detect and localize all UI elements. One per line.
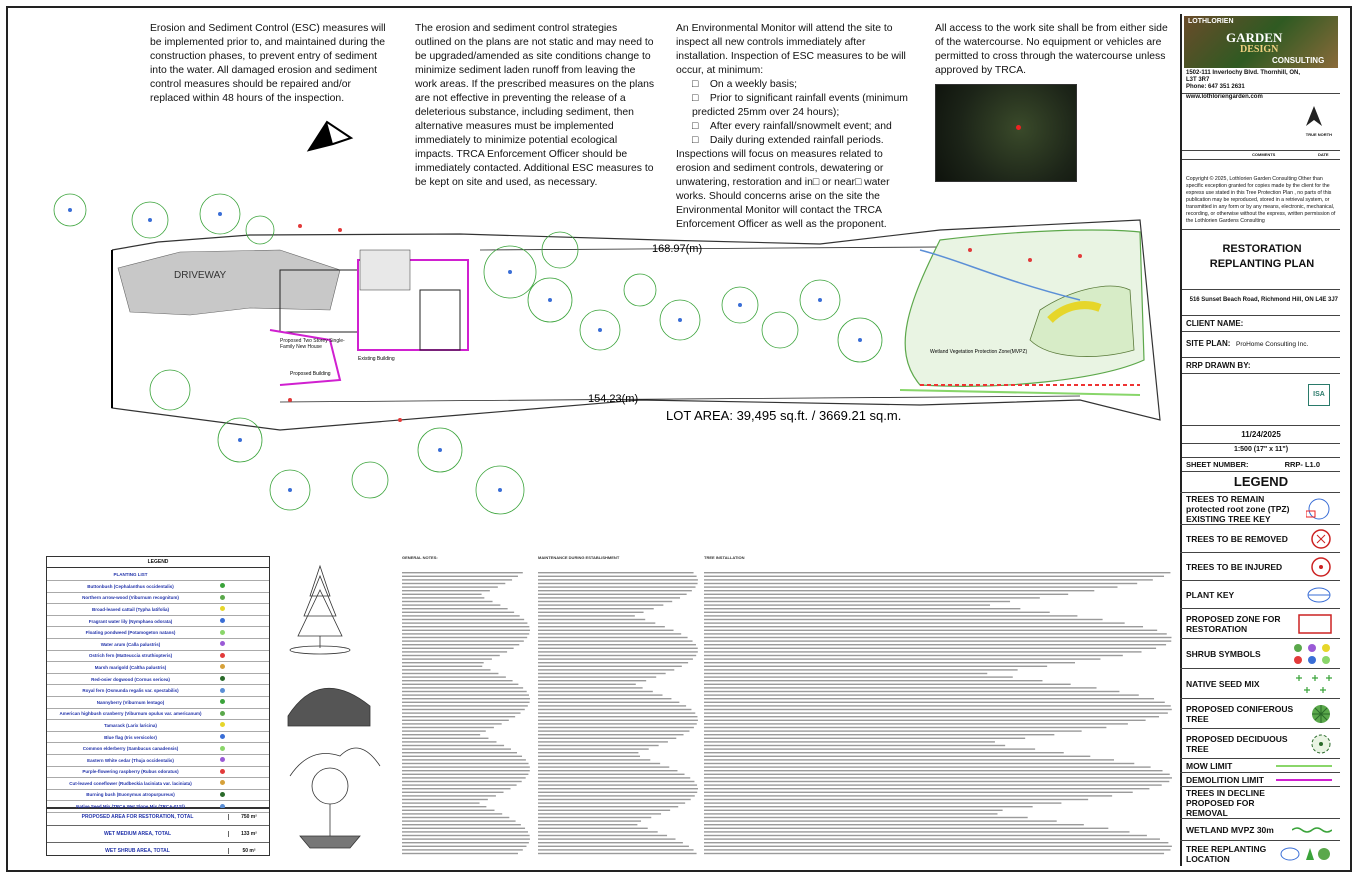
planting-row: Blue flag (Iris versicolor): [47, 732, 269, 744]
legend-trees-remain-label: TREES TO REMAIN protected root zone (TPZ) EXISTING TREE KEY: [1186, 493, 1290, 524]
address-row: [1182, 290, 1340, 316]
sheet-label: SHEET NUMBER:: [1186, 460, 1249, 469]
planting-row: Cut-leaved coneflower (Rudbeckia laciniata var. laciniata): [47, 778, 269, 790]
planting-row: Marsh marigold (Caltha palustris): [47, 662, 269, 674]
spec-text-lines: [402, 564, 1174, 858]
planting-row: Purple-flowering raspberry (Rubus odoratus): [47, 767, 269, 779]
esc-note-2-text: The erosion and sediment control strategies outlined on the plans are not static and may need to be upgraded/amended as site conditions change to minimize sediment laden runoff from leaving the work areas. If the prescribed measures on the plans are not effective in preventing the release of a deleterious substance, including sediment, then alternative measures must be implemented immediately to minimize potential ecological impacts. TRCA Enforcement Officer should be immediately contacted. Additional ESC measures to be kept on site and used, as necessary.: [415, 23, 655, 188]
monitor-outro: Inspections will focus on measures related to erosion and sediment controls, dewatering or unwatering, restoration and in□ or near□ water works. Should concerns arise on the site the Environmental Monitor will contact the TRCA Enforcement Officer as well as the proponent.: [676, 149, 890, 230]
monitor-intro: An Environmental Monitor will attend the site to inspect all new controls immediately after installation. Inspection of ESC measures to be will occur, at minimum:: [676, 23, 906, 76]
date-row: [1182, 426, 1340, 444]
legend-deciduous-label: PROPOSED DECIDUOUS TREE: [1186, 733, 1288, 754]
demolition-limit-icon: [1276, 777, 1332, 783]
shrub-icon: [1292, 642, 1332, 666]
legend-wetland: [1180, 818, 1340, 840]
lot-area-label: LOT AREA: 39,495 sq.ft. / 3669.21 sq.m.: [666, 408, 902, 423]
legend-restoration-zone: [1180, 608, 1340, 638]
plant-key-icon: [1306, 585, 1332, 605]
sheet-row: [1182, 458, 1340, 472]
area-table: [46, 808, 270, 856]
planting-row: Northern arrow-wood (Viburnum recognitum): [47, 593, 269, 605]
wetland-line-icon: [1292, 826, 1332, 834]
seed-mix-icon: [1292, 672, 1332, 696]
comments-block: [1182, 102, 1340, 160]
company-website[interactable]: www.lothloriengarden.com: [1186, 94, 1263, 100]
legend-title: LEGEND: [1233, 474, 1289, 489]
site-plan-label: SITE PLAN:: [1186, 339, 1231, 348]
company-phone: Phone: 647 351 2631: [1186, 84, 1245, 90]
planting-details: [280, 556, 398, 856]
drawn-by-row: [1182, 358, 1340, 374]
planting-row: Water arum (Calla palustris): [47, 639, 269, 651]
coniferous-tree-icon: [1310, 703, 1332, 725]
mow-limit-icon: [1276, 763, 1332, 769]
legend-seed-mix-label: NATIVE SEED MIX: [1186, 678, 1260, 689]
true-north-label: TRUE NORTH: [1305, 132, 1332, 137]
esc-note-1-text: Erosion and Sediment Control (ESC) measures will be implemented prior to, and maintained during the construction phases, to prevent entry of sediment into the water. All damaged erosion and sediment control measures should be repaired and/or replaced within 48 hours of the inspection.: [150, 23, 386, 104]
scale-row: [1182, 444, 1340, 458]
replanting-icon: [1280, 846, 1332, 862]
area-row-total: PROPOSED AREA FOR RESTORATION, TOTAL 750 m²: [47, 809, 269, 826]
planting-list-table: [46, 556, 270, 808]
esc-note-1: [150, 22, 390, 106]
proposed-house-label: Proposed Two Storey Single-Family New House: [280, 338, 345, 350]
driveway-label: DRIVEWAY: [174, 270, 227, 281]
area-row-medium: WET MEDIUM AREA, TOTAL 133 m²: [47, 826, 269, 843]
dim-top-label: 168.97(m): [652, 243, 703, 255]
planting-legend-title: LEGEND: [47, 557, 269, 568]
driveway-area: [118, 250, 340, 315]
legend-shrubs: [1180, 638, 1340, 668]
monitor-item-1: □ On a weekly basis;: [692, 79, 798, 90]
company-logo: [1184, 16, 1338, 68]
planting-row: Red-osier dogwood (Cornus sericea): [47, 674, 269, 686]
legend-restoration-zone-label: PROPOSED ZONE FOR RESTORATION: [1186, 613, 1281, 634]
key-map-marker: [1016, 125, 1021, 130]
proposed-building-label: Proposed Building: [290, 371, 331, 377]
north-arrow-icon: [305, 118, 355, 158]
company-name-1: LOTHLORIEN: [1188, 18, 1234, 25]
legend-wetland-label: WETLAND MVPZ 30m: [1186, 824, 1274, 835]
planting-row: Eastern White cedar (Thuja occidentalis): [47, 755, 269, 767]
company-address: 1502-111 Inverlochy Blvd. Thornhill, ON, L3T 3R7: [1186, 70, 1301, 83]
planting-list-header: PLANTING LIST: [47, 568, 269, 581]
area-row-shrub: WET SHRUB AREA, TOTAL 50 m²: [47, 843, 269, 859]
true-north-icon: [1302, 106, 1326, 128]
planting-row: Burning bush (Euonymus atropurpureus): [47, 790, 269, 802]
legend-plant-key-label: PLANT KEY: [1186, 589, 1235, 600]
plan-date: 11/24/2025: [1241, 430, 1281, 439]
company-name-3: DESIGN: [1240, 44, 1279, 55]
legend-trees-remain: [1180, 492, 1340, 524]
planting-rows: [47, 581, 269, 813]
sheet-value: RRP- L1.0: [1284, 460, 1320, 469]
esc-note-2: [415, 22, 655, 190]
legend-coniferous-label: PROPOSED CONIFEROUS TREE: [1186, 703, 1294, 724]
planting-row: Ostrich fern (Matteuccia struthiopteris): [47, 651, 269, 663]
legend-replanting-label: TREE REPLANTING LOCATION: [1186, 843, 1267, 864]
general-notes-title: GENERAL NOTES:: [402, 556, 438, 560]
legend-trees-removed: [1180, 524, 1340, 552]
legend-trees-injured: [1180, 552, 1340, 580]
planting-row: American highbush cranberry (Viburnum opulus var. americanum): [47, 709, 269, 721]
tree-removed-icon: [1310, 528, 1332, 550]
legend-trees-removed-label: TREES TO BE REMOVED: [1186, 533, 1288, 544]
existing-building-label: Existing Building: [358, 356, 395, 362]
legend-demolition: [1180, 772, 1340, 786]
access-note-text: All access to the work site shall be from either side of the watercourse. No equipment or vehicles are permitted to cross through the watercourse unless approved by TRCA.: [935, 23, 1168, 76]
isa-logo: ISA: [1308, 384, 1330, 406]
planting-row: Fragrant water lily (Nymphaea odorata): [47, 616, 269, 628]
legend-seed-mix: [1180, 668, 1340, 698]
legend-decline-label: TREES IN DECLINE PROPOSED FOR REMOVAL: [1186, 787, 1265, 818]
certification-row: [1182, 374, 1340, 426]
site-plan-drawing: [40, 190, 1180, 550]
tree-remain-icon: [1306, 497, 1332, 521]
legend-deciduous: [1180, 728, 1340, 758]
company-name-4: CONSULTING: [1272, 56, 1325, 65]
client-label: CLIENT NAME:: [1186, 319, 1244, 328]
planting-row: Nannyberry (Viburnum lentago): [47, 697, 269, 709]
planting-row: Common elderberry (Sambucus canadensis): [47, 743, 269, 755]
monitor-item-3: □ After every rainfall/snowmelt event; and: [692, 121, 892, 132]
site-address: 516 Sunset Beach Road, Richmond Hill, ON L4E 3J7: [1189, 297, 1338, 303]
legend-replanting: [1180, 840, 1340, 866]
access-note: [935, 22, 1175, 78]
restoration-zone-icon: [1298, 614, 1332, 634]
planting-row: Tamarack (Larix laricina): [47, 720, 269, 732]
comments-header: COMMENTS: [1252, 152, 1276, 157]
restoration-zone-label: Wetland Vegetation Protection Zone(MVPZ): [930, 349, 1028, 355]
deciduous-tree-icon: [1310, 733, 1332, 755]
site-plan-row: [1182, 332, 1340, 358]
monitor-item-2: □ Prior to significant rainfall events (minimum predicted 25mm over 24 hours);: [692, 93, 908, 118]
title-row: [1182, 230, 1340, 290]
plan-scale: 1:500 (17" x 11"): [1233, 446, 1289, 453]
legend-coniferous: [1180, 698, 1340, 728]
company-name-2: GARDEN: [1226, 30, 1283, 45]
dim-bottom-label: 154.23(m): [588, 393, 639, 405]
copyright-block: [1182, 160, 1340, 230]
copyright-text: Copyright © 2025, Lothlorien Garden Consulting Other than specific exception granted for copies made by the client for the express use stated in this Tree Protection Plan , no parts of this publication may be reproduced, stored in a retrieval system, or transmitted in any form or by any means, electronic, mechanical, recording, or otherwise without the express, written permission of the Lothlorien Gardens Consulting: [1186, 176, 1336, 224]
legend-mow-limit: [1180, 758, 1340, 772]
planting-row: Buttonbush (Cephalanthus occidentalis): [47, 581, 269, 593]
legend-demolition-label: DEMOLITION LIMIT: [1186, 774, 1264, 785]
legend-plant-key: [1180, 580, 1340, 608]
tree-injured-icon: [1310, 556, 1332, 578]
legend-trees-injured-label: TREES TO BE INJURED: [1186, 561, 1283, 572]
planting-row: Floating pondweed (Potamogeton natans): [47, 627, 269, 639]
legend-decline: [1180, 786, 1340, 818]
maintenance-title: MAINTENANCE DURING ESTABLISHMENT: [538, 556, 620, 560]
date-header: DATE: [1318, 152, 1329, 157]
planting-row: Royal fern (Osmunda regalis var. spectabilis): [47, 685, 269, 697]
tree-installation-title: TREE INSTALLATION: [704, 556, 745, 560]
planting-row: Broad-leaved cattail (Typha latifolia): [47, 604, 269, 616]
company-block: [1182, 14, 1340, 94]
site-plan-value: ProHome Consulting Inc.: [1236, 341, 1309, 348]
legend-mow-limit-label: MOW LIMIT: [1186, 760, 1233, 771]
legend-shrubs-label: SHRUB SYMBOLS: [1186, 648, 1261, 659]
drawn-by-label: RRP DRAWN BY:: [1186, 361, 1251, 370]
plan-title: RESTORATION REPLANTING PLAN: [1209, 243, 1315, 270]
monitor-item-4: □ Daily during extended rainfall periods.: [692, 135, 884, 146]
key-map-image: [935, 84, 1077, 182]
client-row: [1182, 316, 1340, 332]
planting-row: Native Seed Mix (TRCA Wet Slope Mix (TRCA-01S)): [47, 801, 269, 813]
